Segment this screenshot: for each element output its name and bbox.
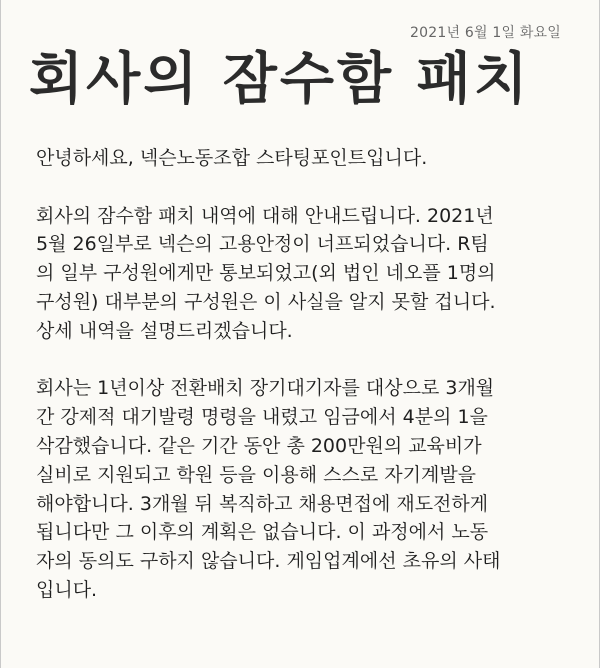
text-line: 5월 26일부로 넥슨의 고용안정이 너프되었습니다. R팀 [36, 233, 489, 256]
publish-date: 2021년 6월 1일 화요일 [410, 25, 561, 41]
paragraph-summary [36, 202, 581, 346]
text-line: 회사는 1년이상 전환배치 장기대기자를 대상으로 3개월 [36, 377, 495, 400]
page-title: 회사의 잠수함 패치 [29, 47, 531, 112]
text-line: 해야합니다. 3개월 뒤 복직하고 채용면접에 재도전하게 [36, 492, 489, 515]
text-line: 회사의 잠수함 패치 내역에 대해 안내드립니다. 2021년 [36, 204, 494, 227]
text-line: 됩니다만 그 이후의 계획은 없습니다. 이 과정에서 노동 [36, 521, 489, 544]
text-line: 안녕하세요, 넥슨노동조합 스타팅포인트입니다. [36, 147, 428, 169]
text-line: 간 강제적 대기발령 명령을 내렸고 임금에서 4분의 1을 [36, 406, 488, 429]
text-line: 입니다. [36, 578, 98, 601]
text-line: 의 일부 구성원에게만 통보되었고(외 법인 네오플 1명의 [36, 262, 496, 285]
text-line: 실비로 지원되고 학원 등을 이용해 스스로 자기계발을 [36, 463, 477, 486]
text-line: 상세 내역을 설명드리겠습니다. [36, 319, 293, 342]
paragraph-greeting [36, 144, 581, 173]
notice-body [36, 144, 581, 634]
paragraph-details [36, 374, 581, 604]
text-line: 구성원) 대부분의 구성원은 이 사실을 알지 못할 겁니다. [36, 290, 496, 313]
text-line: 삭감했습니다. 같은 기간 동안 총 200만원의 교육비가 [36, 434, 482, 457]
text-line: 자의 동의도 구하지 않습니다. 게임업계에선 초유의 사태 [36, 550, 501, 573]
